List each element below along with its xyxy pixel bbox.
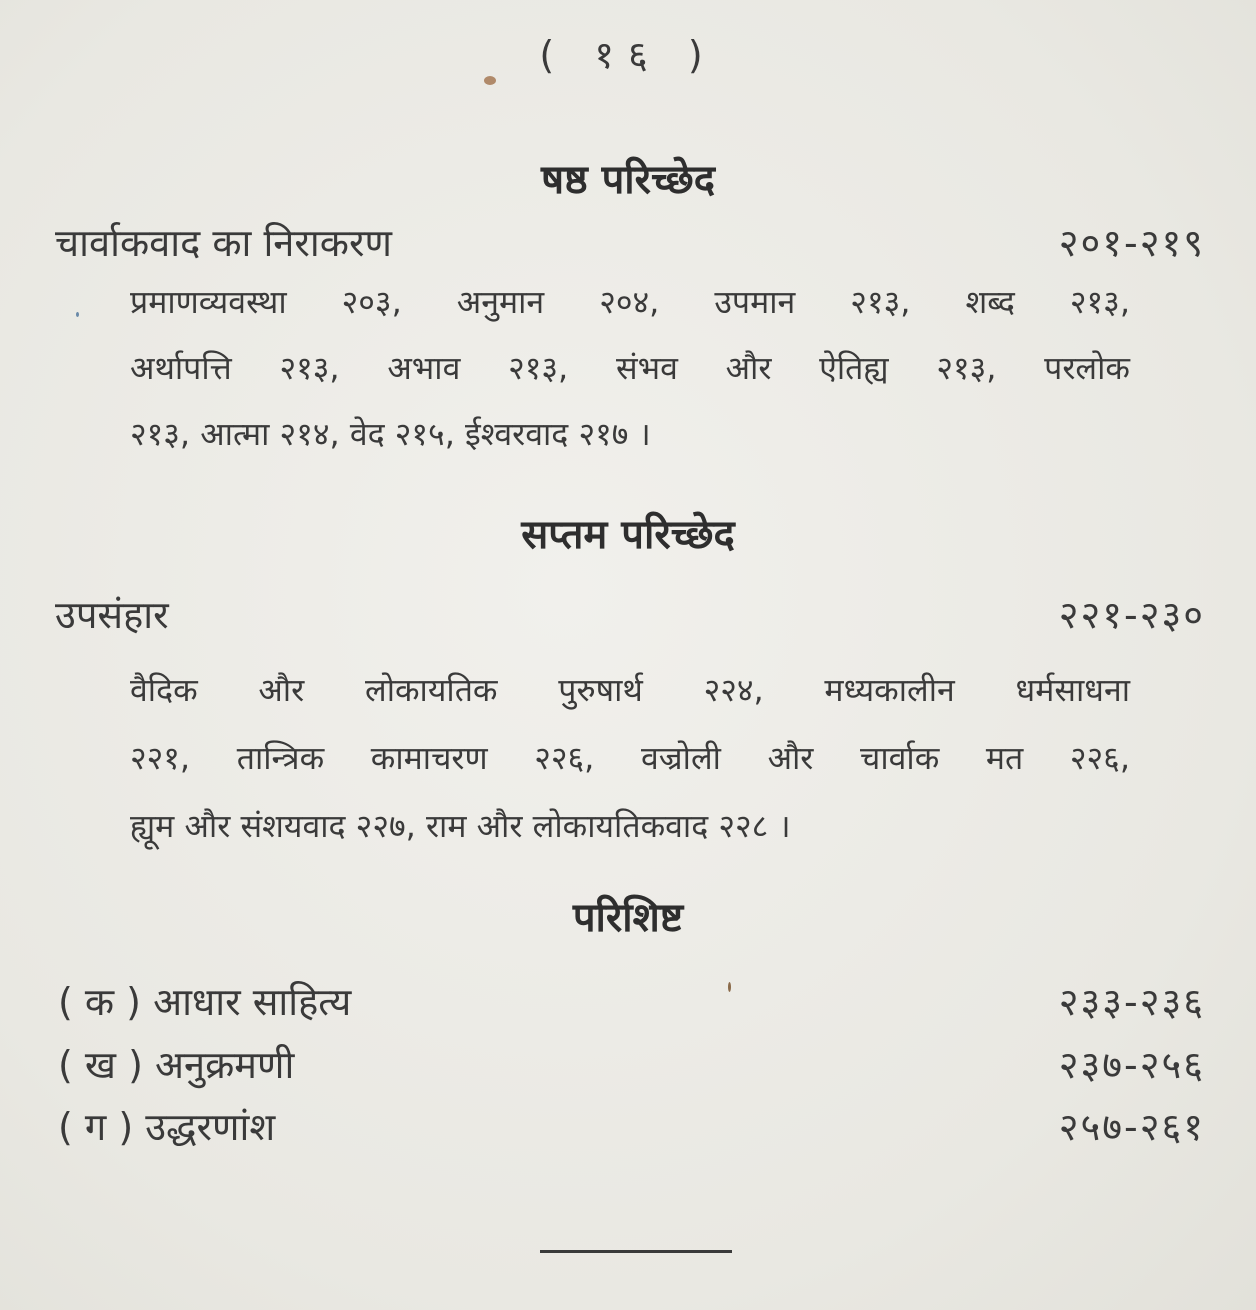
page-number: ( १६ ) xyxy=(539,33,717,77)
appendix-item[interactable] xyxy=(58,975,1205,1029)
appendix-item-label: ( ग ) उद्धरणांश xyxy=(58,1105,276,1149)
appendix-item-pages: २५७-२६१ xyxy=(1058,1105,1205,1149)
topic-line: अर्थापत्ति २१३, अभाव २१३, संभव और ऐतिह्य २१३, परलोक xyxy=(130,349,1130,387)
toc-entry-pages: २२१-२३० xyxy=(1058,593,1205,637)
topic-line: प्रमाणव्यवस्था २०३, अनुमान २०४, उपमान २१३, शब्द २१३, xyxy=(130,283,1130,321)
chapter-heading: षष्ठ परिच्छेद xyxy=(540,157,716,203)
appendix-item[interactable] xyxy=(58,1100,1205,1154)
toc-entry-pages: २०१-२१९ xyxy=(1058,221,1205,265)
topic-line: २२१, तान्त्रिक कामाचरण २२६, वज्रोली और चार्वाक मत २२६, xyxy=(130,739,1130,777)
topic-line: ह्यूम और संशयवाद २२७, राम और लोकायतिकवाद २२८ । xyxy=(130,807,791,845)
topic-line: वैदिक और लोकायतिक पुरुषार्थ २२४, मध्यकालीन धर्मसाधना xyxy=(130,671,1130,709)
chapter-heading: सप्तम परिच्छेद xyxy=(521,512,735,558)
end-rule xyxy=(540,1250,732,1253)
topic-line: २१३, आत्मा २१४, वेद २१५, ईश्वरवाद २१७ । xyxy=(130,415,651,453)
appendix-heading: परिशिष्ट xyxy=(572,895,684,941)
appendix-item-label: ( क ) आधार साहित्य xyxy=(58,980,352,1024)
paper-stain xyxy=(76,312,79,317)
appendix-item[interactable] xyxy=(58,1038,1205,1092)
toc-entry-title: उपसंहार xyxy=(55,593,169,637)
toc-entry-title: चार्वाकवाद का निराकरण xyxy=(55,221,392,265)
toc-entry[interactable] xyxy=(55,588,1205,638)
appendix-item-pages: २३७-२५६ xyxy=(1058,1043,1205,1087)
toc-entry[interactable] xyxy=(55,216,1205,266)
appendix-item-pages: २३३-२३६ xyxy=(1058,980,1205,1024)
appendix-item-label: ( ख ) अनुक्रमणी xyxy=(58,1043,295,1087)
